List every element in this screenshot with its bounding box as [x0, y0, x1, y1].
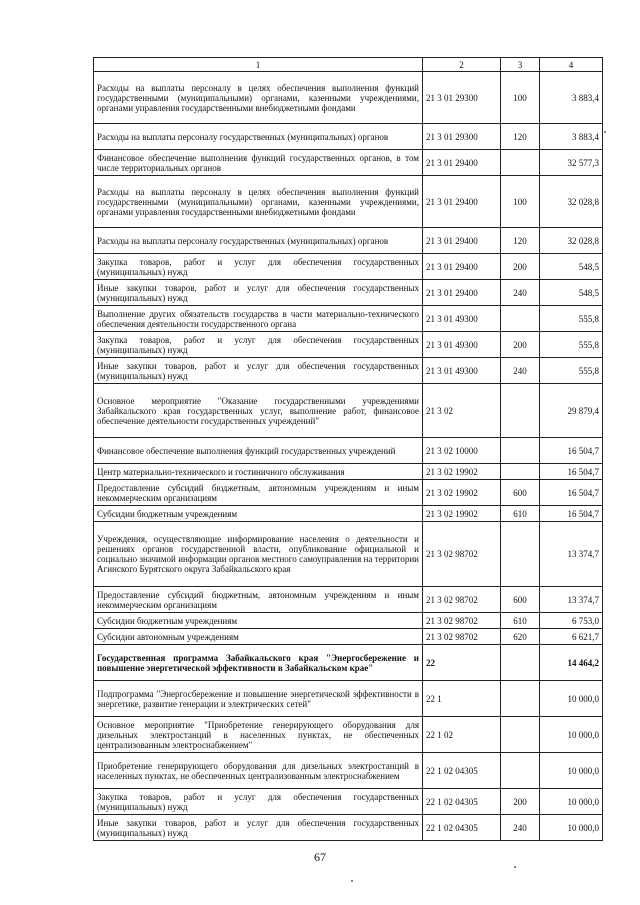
row-name-cell: Предоставление субсидий бюджетным, автономным учреждениям и иным некоммерческим организациям [94, 480, 423, 506]
row-name-cell: Расходы на выплаты персоналу в целях обеспечения выполнения функций государственными (муниципальными) органами, казенными учреждениями, органами управления государственными внебюджетными фондами [94, 176, 423, 228]
row-code-cell: 22 [423, 645, 501, 681]
table-row [94, 228, 603, 254]
row-type-cell [501, 645, 540, 681]
scan-speck [351, 880, 353, 882]
row-amount-cell: 555,8 [540, 332, 603, 358]
table-row [94, 124, 603, 150]
row-code-cell: 21 3 02 10000 [423, 438, 501, 464]
row-name-cell: Центр материально-технического и гостиничного обслуживания [94, 464, 423, 480]
row-code-cell: 21 3 02 98702 [423, 629, 501, 645]
table-row [94, 789, 603, 815]
row-name-cell: Предоставление субсидий бюджетным, автономным учреждениям и иным некоммерческим организациям [94, 587, 423, 613]
table-row [94, 72, 603, 124]
table-row [94, 506, 603, 522]
row-type-cell [501, 753, 540, 789]
row-amount-cell: 10 000,0 [540, 681, 603, 717]
table-row [94, 681, 603, 717]
row-name-cell: Учреждения, осуществляющие информирование населения о деятельности и решениях органов государственной власти, опубликование официальной и социально значимой информации органов местного самоуправления на территории Агинского Бурятского округа Забайкальского края [94, 522, 423, 587]
row-name-cell: Расходы на выплаты персоналу государственных (муниципальных) органов [94, 124, 423, 150]
row-code-cell: 21 3 02 [423, 384, 501, 438]
row-code-cell: 21 3 02 19902 [423, 506, 501, 522]
row-code-cell: 22 1 02 04305 [423, 753, 501, 789]
row-amount-cell: 14 464,2 [540, 645, 603, 681]
table-row [94, 464, 603, 480]
row-type-cell: 600 [501, 587, 540, 613]
row-name-cell: Финансовое обеспечение выполнения функций государственных органов, в том числе территориальных органов [94, 150, 423, 176]
row-type-cell: 120 [501, 124, 540, 150]
table-row [94, 480, 603, 506]
row-type-cell: 200 [501, 254, 540, 280]
row-amount-cell: 32 028,8 [540, 176, 603, 228]
row-code-cell: 21 3 01 29400 [423, 254, 501, 280]
table-row [94, 753, 603, 789]
row-amount-cell: 32 577,3 [540, 150, 603, 176]
row-amount-cell: 10 000,0 [540, 815, 603, 841]
row-name-cell: Приобретение генерирующего оборудования для дизельных электростанций в населенных пунктах, не обеспеченных централизованным электроснабжением [94, 753, 423, 789]
table-row [94, 176, 603, 228]
row-code-cell: 21 3 01 29300 [423, 124, 501, 150]
table-row [94, 629, 603, 645]
row-type-cell [501, 464, 540, 480]
table-row [94, 717, 603, 753]
scan-speck [514, 866, 516, 868]
row-amount-cell: 13 374,7 [540, 587, 603, 613]
row-amount-cell: 3 883,4 [540, 72, 603, 124]
row-amount-cell: 13 374,7 [540, 522, 603, 587]
table-row [94, 522, 603, 587]
row-amount-cell: 555,8 [540, 358, 603, 384]
row-name-cell: Государственная программа Забайкальского края "Энергосбережение и повышение энергетической эффективности в Забайкальском крае" [94, 645, 423, 681]
table-body [94, 58, 603, 841]
row-type-cell: 600 [501, 480, 540, 506]
row-name-cell: Субсидии бюджетным учреждениям [94, 506, 423, 522]
row-name-cell: Расходы на выплаты персоналу государственных (муниципальных) органов [94, 228, 423, 254]
row-name-cell: Выполнение других обязательств государства в части материально-технического обеспечения деятельности государственного органа [94, 306, 423, 332]
table-row [94, 150, 603, 176]
row-amount-cell: 29 879,4 [540, 384, 603, 438]
page-number: 67 [314, 850, 326, 864]
row-amount-cell: 16 504,7 [540, 506, 603, 522]
row-code-cell: 21 3 02 19902 [423, 464, 501, 480]
row-code-cell: 22 1 [423, 681, 501, 717]
row-type-cell: 100 [501, 176, 540, 228]
row-code-cell: 21 3 01 29400 [423, 228, 501, 254]
row-type-cell [501, 384, 540, 438]
row-name-cell: Закупка товаров, работ и услуг для обеспечения государственных (муниципальных) нужд [94, 789, 423, 815]
row-code-cell: 21 3 01 29300 [423, 72, 501, 124]
row-type-cell: 100 [501, 72, 540, 124]
row-amount-cell: 16 504,7 [540, 480, 603, 506]
table-row [94, 613, 603, 629]
table-row [94, 306, 603, 332]
row-name-cell: Расходы на выплаты персоналу в целях обеспечения выполнения функций государственными (муниципальными) органами, казенными учреждениями, органами управления государственными внебюджетными фондами [94, 72, 423, 124]
row-name-cell: Субсидии автономным учреждениям [94, 629, 423, 645]
header-col-2: 2 [423, 58, 501, 72]
table-row [94, 254, 603, 280]
scan-speck [604, 131, 606, 133]
row-amount-cell: 16 504,7 [540, 438, 603, 464]
row-code-cell: 21 3 01 49300 [423, 358, 501, 384]
table-header-row [94, 58, 603, 72]
row-amount-cell: 548,5 [540, 254, 603, 280]
header-col-3: 3 [501, 58, 540, 72]
row-code-cell: 22 1 02 [423, 717, 501, 753]
row-name-cell: Иные закупки товаров, работ и услуг для обеспечения государственных (муниципальных) нужд [94, 815, 423, 841]
row-code-cell: 21 3 01 29400 [423, 176, 501, 228]
row-type-cell: 240 [501, 815, 540, 841]
budget-table [93, 57, 603, 841]
row-amount-cell: 16 504,7 [540, 464, 603, 480]
row-type-cell: 200 [501, 789, 540, 815]
row-name-cell: Основное мероприятие "Приобретение генерирующего оборудования для дизельных электростанций в населенных пунктах, не обеспеченных централизованным электроснабжением" [94, 717, 423, 753]
row-amount-cell: 10 000,0 [540, 789, 603, 815]
row-code-cell: 22 1 02 04305 [423, 789, 501, 815]
row-amount-cell: 3 883,4 [540, 124, 603, 150]
row-code-cell: 21 3 01 49300 [423, 332, 501, 358]
table-row [94, 332, 603, 358]
row-amount-cell: 10 000,0 [540, 717, 603, 753]
row-name-cell: Подпрограмма "Энергосбережение и повышение энергетической эффективности в энергетике, развитие генерации и электрических сетей" [94, 681, 423, 717]
row-amount-cell: 548,5 [540, 280, 603, 306]
row-type-cell: 240 [501, 358, 540, 384]
table-row [94, 587, 603, 613]
row-code-cell: 21 3 02 98702 [423, 613, 501, 629]
row-type-cell: 120 [501, 228, 540, 254]
row-amount-cell: 6 753,0 [540, 613, 603, 629]
row-name-cell: Основное мероприятие "Оказание государственными учреждениями Забайкальского края государственных услуг, выполнение работ, финансовое обеспечение деятельности государственных учреждений" [94, 384, 423, 438]
row-name-cell: Закупка товаров, работ и услуг для обеспечения государственных (муниципальных) нужд [94, 332, 423, 358]
row-name-cell: Иные закупки товаров, работ и услуг для обеспечения государственных (муниципальных) нужд [94, 358, 423, 384]
row-type-cell: 610 [501, 613, 540, 629]
row-code-cell: 21 3 01 29400 [423, 280, 501, 306]
row-type-cell [501, 438, 540, 464]
row-amount-cell: 10 000,0 [540, 753, 603, 789]
row-name-cell: Иные закупки товаров, работ и услуг для обеспечения государственных (муниципальных) нужд [94, 280, 423, 306]
table-row [94, 280, 603, 306]
table-row [94, 384, 603, 438]
row-type-cell [501, 681, 540, 717]
row-type-cell: 240 [501, 280, 540, 306]
row-name-cell: Закупка товаров, работ и услуг для обеспечения государственных (муниципальных) нужд [94, 254, 423, 280]
row-amount-cell: 555,8 [540, 306, 603, 332]
row-code-cell: 21 3 02 98702 [423, 587, 501, 613]
row-type-cell: 620 [501, 629, 540, 645]
row-type-cell [501, 717, 540, 753]
row-type-cell: 610 [501, 506, 540, 522]
table-row [94, 438, 603, 464]
table-row [94, 645, 603, 681]
table-row [94, 358, 603, 384]
row-code-cell: 21 3 01 49300 [423, 306, 501, 332]
row-type-cell: 200 [501, 332, 540, 358]
row-code-cell: 21 3 01 29400 [423, 150, 501, 176]
row-name-cell: Субсидии бюджетным учреждениям [94, 613, 423, 629]
row-code-cell: 21 3 02 19902 [423, 480, 501, 506]
row-code-cell: 22 1 02 04305 [423, 815, 501, 841]
row-type-cell [501, 150, 540, 176]
row-amount-cell: 6 621,7 [540, 629, 603, 645]
header-col-4: 4 [540, 58, 603, 72]
row-type-cell [501, 306, 540, 332]
row-name-cell: Финансовое обеспечение выполнения функций государственных учреждений [94, 438, 423, 464]
row-amount-cell: 32 028,8 [540, 228, 603, 254]
table-row [94, 815, 603, 841]
row-code-cell: 21 3 02 98702 [423, 522, 501, 587]
row-type-cell [501, 522, 540, 587]
header-col-1: 1 [94, 58, 423, 72]
